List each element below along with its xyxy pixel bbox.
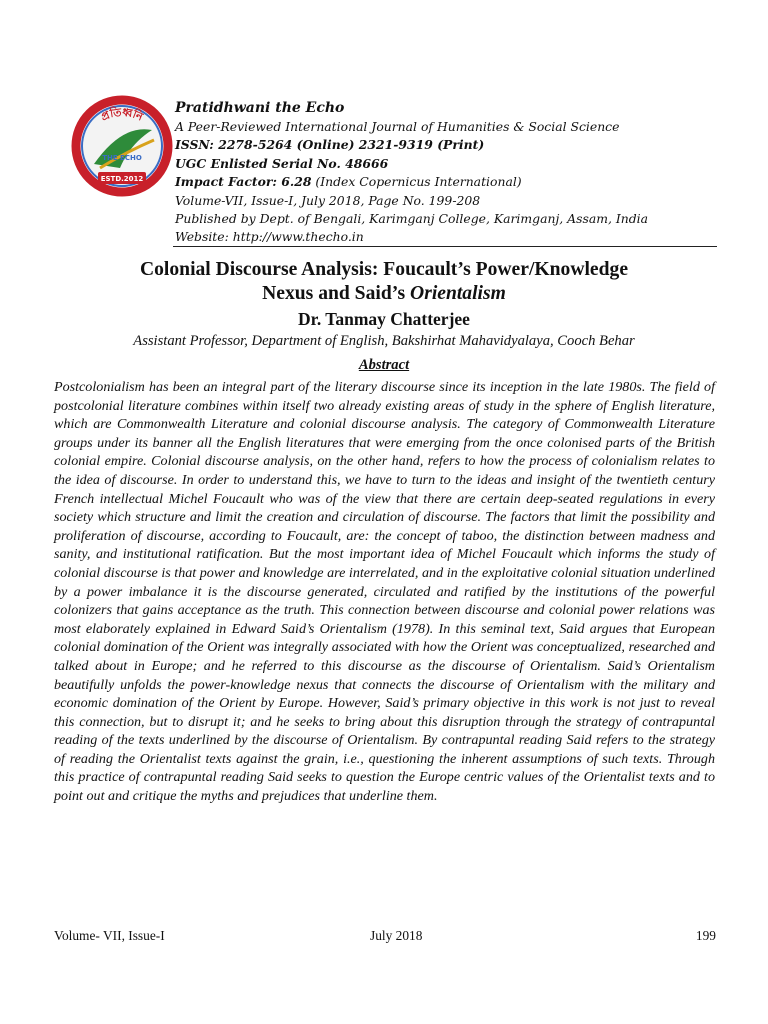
- author-name: Dr. Tanmay Chatterjee: [298, 309, 470, 329]
- title-line-2-italic: Orientalism: [410, 283, 506, 304]
- footer-date: July 2018: [370, 928, 423, 943]
- abstract-text: Postcolonialism has been an integral part of the literary discourse since its inception in the late 1980s. The field of postcolonial literature combines within itself two already existing areas of study in the sphere of English literature, which are Commonwealth Literature and colonial discourse analysis. The category of Commonwealth Literature groups under its banner all the English literatures that were emerging from the once colonised parts of the British colonial empire. Colonial discourse analysis, on the other hand, refers to how the process of colonialism relates to the idea of discourse. In order to understand this, we have to turn to the ideas and insight of the twentieth century French intellectual Michel Foucault who was of the view that there are certain deep-seated regulations in every society which structure and limit the creation and circulation of discourse. The factors that limit the possibility and proliferation of discourse, according to Foucault, are: the concept of taboo, the distinction between madness and sanity, and institutional ratification. But the most important idea of Michel Foucault which informs the study of colonial discourse is that power and knowledge are interrelated, and in the exploitative colonial situation underlined by a power imbalance it is the discourse generated, circulated and ratified by the institutions of the powerful colonizers that gains acceptance as the truth. This connection between discourse and colonial power relations was most elaborately explained in Edward Said’s Orientalism (1978). In this seminal text, Said argues that European colonial domination of the Orient was integrally associated with how the Orient was conceptualized, researched and talked about in Europe; and he referred to this discourse as the discourse of Orientalism. Said’s Orientalism beautifully unfolds the power-knowledge nexus that connects the discourse of Orientalism with the military and economic domination of the Orient by Europe. However, Said’s primary objective in this work is not just to reveal this connection, but to disrupt it; and he seeks to bring about this disruption through the strategy of contrapuntal reading of the texts underlined by the discourse of Orientalism. By contrapuntal reading Said refers to the strategy of reading the Orientalist texts against the grain, i.e., questioning the inherent assumptions of such texts. Through this practice of contrapuntal reading Said seeks to question the Europe centric values of the Orientalist texts and to point out and critique the myths and prejudices that underline them.: [54, 379, 715, 805]
- footer-page-number: 199: [695, 928, 716, 943]
- journal-issn: ISSN: 2278-5264 (Online) 2321-9319 (Print): [175, 137, 485, 153]
- journal-ugc: UGC Enlisted Serial No. 48666: [175, 155, 389, 171]
- journal-logo: [70, 94, 174, 198]
- title-line-2: [40, 282, 728, 306]
- impact-source: (Index Copernicus International): [311, 174, 522, 190]
- footer-volume: Volume- VII, Issue-I: [54, 928, 165, 943]
- abstract-heading: Abstract: [358, 357, 410, 373]
- title-line-2-prefix: Nexus and Said’s: [262, 283, 411, 304]
- header-divider: [173, 246, 717, 247]
- logo-estd-text: ESTD.2012: [100, 175, 144, 183]
- journal-website[interactable]: Website: http://www.thecho.in: [175, 229, 364, 245]
- journal-tagline: A Peer-Reviewed International Journal of Humanities & Social Science: [175, 119, 620, 134]
- journal-header: [175, 99, 720, 247]
- journal-name: Pratidhwani the Echo: [175, 100, 345, 116]
- journal-impact: [175, 173, 720, 191]
- page-footer: [54, 928, 716, 948]
- author-affiliation: Assistant Professor, Department of English, Bakshirhat Mahavidyalaya, Cooch Behar: [133, 333, 635, 349]
- journal-publisher: Published by Dept. of Bengali, Karimganj College, Karimganj, Assam, India: [175, 211, 648, 227]
- title-line-1: Colonial Discourse Analysis: Foucault’s Power/Knowledge: [139, 259, 629, 280]
- journal-volume: Volume-VII, Issue-I, July 2018, Page No. 199-208: [175, 192, 481, 208]
- logo-bengali-text: প্রতিধ্বনি: [99, 105, 145, 124]
- article-title: [40, 258, 728, 306]
- impact-factor: Impact Factor: 6.28: [175, 174, 312, 190]
- logo-sub-text: THE ECHO: [102, 154, 142, 162]
